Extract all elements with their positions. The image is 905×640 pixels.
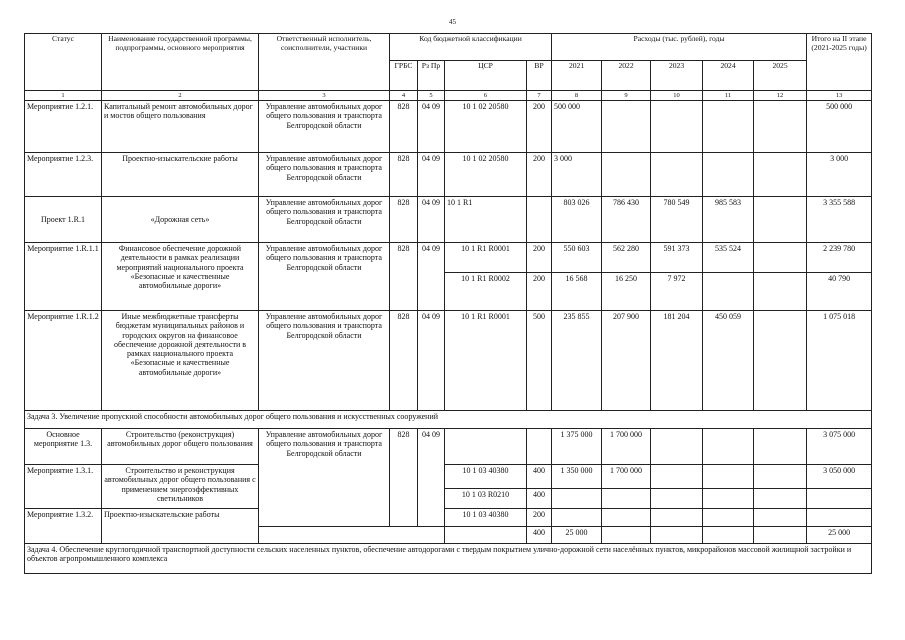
task-4-heading: Задача 4. Обеспечение круглогодичной транспортной доступности сельских населенных пунктов, обеспечение автодорогами с твердым покрытием улично-дорожной сети населённых пунктов, микрорайонов массовой жилищной застройки и объектов агропромышленного комплекса [25,544,872,574]
row-2025 [754,429,807,465]
row-csr [445,429,527,465]
task-3-heading: Задача 3. Увеличение пропускной способности автомобильных дорог общего пользования и искусственных сооружений [25,411,872,429]
row-2024: 450 059 [703,311,754,411]
header-csr: ЦСР [445,61,527,91]
header-year-2021: 2021 [552,61,602,91]
row-total: 1 075 018 [807,311,872,411]
row-2022: 207 900 [602,311,651,411]
row-csr: 10 1 R1 R0001 [445,311,527,411]
row-csr: 10 1 03 R0210 [445,489,527,509]
row-2025 [754,527,807,544]
row-total: 40 790 [807,273,872,311]
row-2021 [552,489,602,509]
table-row [25,429,872,465]
row-executor: Управление автомобильных дорог общего пользования и транспорта Белгородской области [259,311,390,411]
row-status: Мероприятие 1.R.1.1 [25,243,102,311]
row-2022: 786 430 [602,197,651,243]
row-2023: 591 373 [651,243,703,273]
column-number: 5 [418,91,445,101]
row-csr: 10 1 R1 R0001 [445,243,527,273]
row-2024: 535 524 [703,243,754,273]
row-rz-pr: 04 09 [418,429,445,527]
row-2021: 550 603 [552,243,602,273]
row-vr: 400 [527,465,552,489]
row-executor: Управление автомобильных дорог общего пользования и транспорта Белгородской области [259,429,390,527]
row-2022: 16 250 [602,273,651,311]
row-2022 [602,101,651,153]
row-2025 [754,273,807,311]
row-2021: 16 568 [552,273,602,311]
row-2023 [651,101,703,153]
row-2023 [651,429,703,465]
header-expenses: Расходы (тыс. рублей), годы [552,34,807,61]
row-2021 [552,509,602,527]
task-row [25,411,872,429]
row-rz-pr: 04 09 [418,311,445,411]
header-vr: ВР [527,61,552,91]
row-status: Мероприятие 1.3.1. [25,465,102,509]
row-executor: Управление автомобильных дорог общего пользования и транспорта Белгородской области [259,243,390,311]
row-2021: 235 855 [552,311,602,411]
row-csr: 10 1 03 40380 [445,465,527,489]
row-name: Проектно-изыскательские работы [102,509,259,544]
header-budget-code: Код бюджетной классификации [390,34,552,61]
row-2024 [703,153,754,197]
row-grbs: 828 [390,243,418,311]
row-total [807,489,872,509]
header-program-name: Наименование государственной программы, подпрограммы, основного мероприятия [102,34,259,91]
table-row [25,311,872,411]
row-2023 [651,527,703,544]
row-csr: 10 1 R1 [445,197,527,243]
row-vr: 200 [527,153,552,197]
row-rz-pr: 04 09 [418,243,445,311]
column-number: 3 [259,91,390,101]
row-status: Мероприятие 1.3.2. [25,509,102,544]
row-2022: 562 280 [602,243,651,273]
table-row [25,197,872,243]
task-row [25,544,872,574]
row-grbs: 828 [390,429,418,527]
column-number-row [25,91,872,101]
row-2022: 1 700 000 [602,429,651,465]
row-grbs: 828 [390,311,418,411]
row-vr: 200 [527,273,552,311]
column-number: 6 [445,91,527,101]
table-row [25,465,872,489]
row-2023 [651,509,703,527]
header-grbs: ГРБС [390,61,418,91]
row-2021: 3 000 [552,153,602,197]
row-csr: 10 1 R1 R0002 [445,273,527,311]
row-executor: Управление автомобильных дорог общего пользования и транспорта Белгородской области [259,197,390,243]
row-2025 [754,509,807,527]
row-2022: 1 700 000 [602,465,651,489]
blank-cell [259,527,445,544]
row-2024: 985 583 [703,197,754,243]
row-name: Иные межбюджетные трансферты бюджетам муниципальных районов и городских округов на финансовое обеспечение дорожной деятельности в рамках национального проекта «Безопасные и качественные автомобильные дороги» [102,311,259,411]
row-grbs: 828 [390,153,418,197]
row-rz-pr: 04 09 [418,101,445,153]
row-vr: 200 [527,509,552,527]
row-2024 [703,489,754,509]
row-2023: 7 972 [651,273,703,311]
row-status: Мероприятие 1.R.1.2 [25,311,102,411]
row-executor: Управление автомобильных дорог общего пользования и транспорта Белгородской области [259,153,390,197]
row-2024 [703,101,754,153]
row-2021: 25 000 [552,527,602,544]
row-2025 [754,489,807,509]
row-vr: 500 [527,311,552,411]
column-number: 8 [552,91,602,101]
row-2023 [651,489,703,509]
row-total [807,509,872,527]
row-2025 [754,153,807,197]
row-2023 [651,153,703,197]
row-2024 [703,429,754,465]
row-2025 [754,243,807,273]
header-rz-pr: Рз Пр [418,61,445,91]
row-vr [527,429,552,465]
row-2022 [602,509,651,527]
header-total: Итого на II этапе (2021-2025 годы) [807,34,872,91]
header-year-2024: 2024 [703,61,754,91]
row-2024 [703,273,754,311]
column-number: 11 [703,91,754,101]
row-status: Мероприятие 1.2.3. [25,153,102,197]
row-2021: 1 375 000 [552,429,602,465]
column-number: 7 [527,91,552,101]
row-name: Строительство (реконструкция) автомобильных дорог общего пользования [102,429,259,465]
header-executor: Ответственный исполнитель, соисполнители, участники [259,34,390,91]
row-2025 [754,101,807,153]
row-name: Финансовое обеспечение дорожной деятельности в рамках реализации мероприятий национального проекта «Безопасные и качественные автомобильные дороги» [102,243,259,311]
row-2023 [651,465,703,489]
row-2022 [602,527,651,544]
table-row [25,153,872,197]
column-number: 12 [754,91,807,101]
row-2023: 181 204 [651,311,703,411]
row-total: 2 239 780 [807,243,872,273]
row-csr: 10 1 03 40380 [445,509,527,527]
table-row [25,101,872,153]
row-total: 25 000 [807,527,872,544]
table-row [25,243,872,273]
budget-table [24,33,872,574]
row-name: Строительство и реконструкция автомобильных дорог общего пользования с применением энергоэффективных светильников [102,465,259,509]
row-total: 3 075 000 [807,429,872,465]
row-csr [445,527,527,544]
row-name: Капитальный ремонт автомобильных дорог и мостов общего пользования [102,101,259,153]
row-2025 [754,465,807,489]
column-number: 2 [102,91,259,101]
row-vr: 200 [527,101,552,153]
row-2025 [754,197,807,243]
row-rz-pr: 04 09 [418,153,445,197]
row-csr: 10 1 02 20580 [445,153,527,197]
row-total: 500 000 [807,101,872,153]
header-year-2022: 2022 [602,61,651,91]
row-2024 [703,509,754,527]
row-grbs: 828 [390,101,418,153]
column-number: 1 [25,91,102,101]
table-row [25,509,872,527]
column-number: 9 [602,91,651,101]
row-2025 [754,311,807,411]
row-status: Основное мероприятие 1.3. [25,429,102,465]
header-status: Статус [25,34,102,91]
row-total: 3 050 000 [807,465,872,489]
page-number: 45 [449,18,456,26]
row-vr: 400 [527,527,552,544]
row-name: Проектно-изыскательские работы [102,153,259,197]
row-vr: 400 [527,489,552,509]
row-2024 [703,465,754,489]
row-status: Мероприятие 1.2.1. [25,101,102,153]
column-number: 4 [390,91,418,101]
row-2021: 1 350 000 [552,465,602,489]
row-2023: 780 549 [651,197,703,243]
header-year-2025: 2025 [754,61,807,91]
row-2024 [703,527,754,544]
row-name: «Дорожная сеть» [102,197,259,243]
row-2021: 500 000 [552,101,602,153]
row-executor: Управление автомобильных дорог общего пользования и транспорта Белгородской области [259,101,390,153]
row-2021: 803 026 [552,197,602,243]
row-2022 [602,489,651,509]
column-number: 10 [651,91,703,101]
row-grbs: 828 [390,197,418,243]
row-status: Проект 1.R.1 [25,197,102,243]
row-total: 3 355 588 [807,197,872,243]
row-rz-pr: 04 09 [418,197,445,243]
row-2022 [602,153,651,197]
row-csr: 10 1 02 20580 [445,101,527,153]
header-year-2023: 2023 [651,61,703,91]
column-number: 13 [807,91,872,101]
row-vr: 200 [527,243,552,273]
row-total: 3 000 [807,153,872,197]
row-vr [527,197,552,243]
